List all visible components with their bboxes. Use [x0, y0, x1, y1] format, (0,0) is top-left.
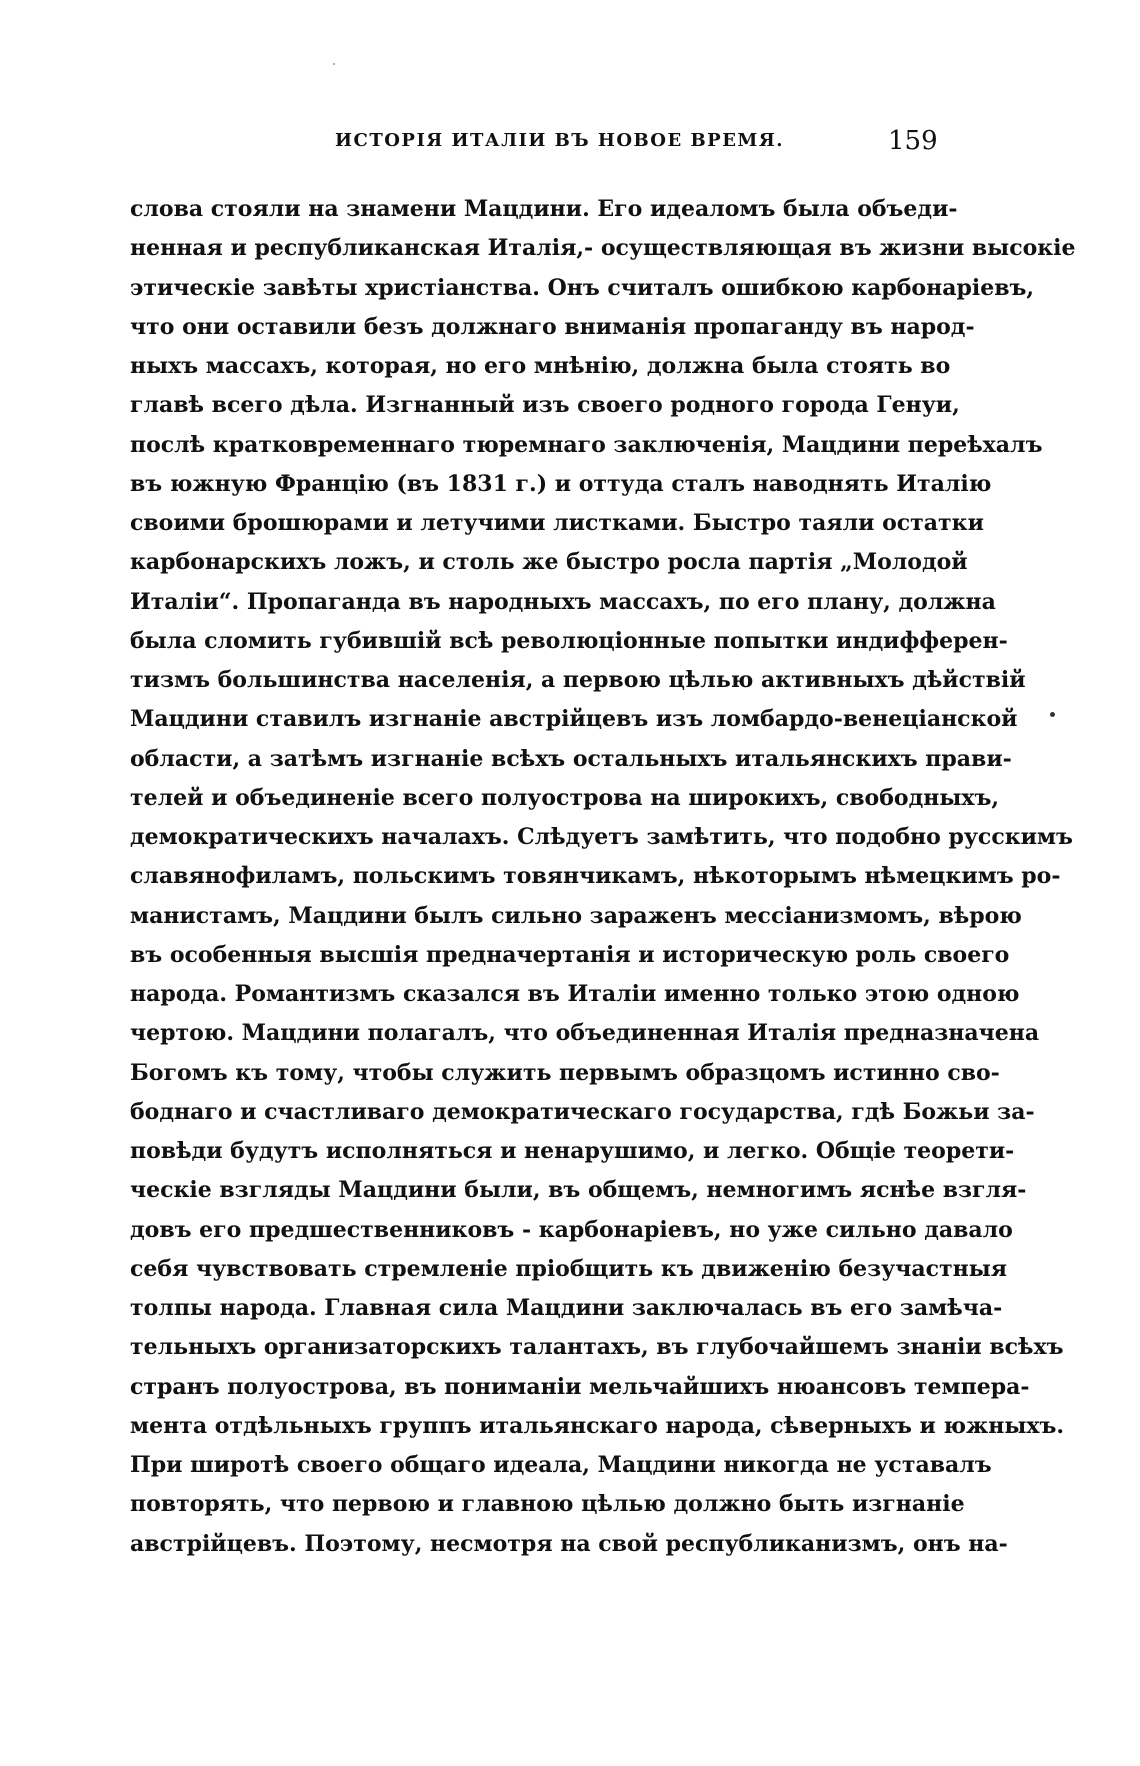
- text-line: ненная и республиканская Италія,- осуществляющая въ жизни высокіе: [130, 235, 1076, 262]
- text-line: въ особенныя высшія предначертанія и историческую роль своего: [130, 941, 1010, 968]
- text-line: Италіи“. Пропаганда въ народныхъ массахъ, по его плану, должна: [130, 588, 996, 615]
- page-number: 159: [888, 126, 938, 156]
- text-line: Богомъ къ тому, чтобы служить первымъ образцомъ истинно сво-: [130, 1059, 1000, 1086]
- text-line: толпы народа. Главная сила Мацдини заключалась въ его замѣча-: [130, 1295, 1003, 1321]
- text-line: себя чувствовать стремленіе пріобщить къ движенію безучастныя: [130, 1255, 1008, 1282]
- text-line: тельныхъ организаторскихъ талантахъ, въ глубочайшемъ знаніи всѣхъ: [130, 1334, 1064, 1361]
- text-line: тизмъ большинства населенія, а первою цѣлью активныхъ дѣйствій: [130, 667, 1026, 693]
- text-line: слова стояли на знамени Мацдини. Его идеаломъ была объеди-: [130, 196, 958, 222]
- text-line: славянофиламъ, польскимъ товянчикамъ, нѣкоторымъ нѣмецкимъ ро-: [130, 863, 1061, 890]
- text-line: странъ полуострова, въ пониманіи мельчайшихъ нюансовъ темпера-: [130, 1373, 1030, 1400]
- text-line: повторять, что первою и главною цѣлью должно быть изгнаніе: [130, 1491, 965, 1518]
- text-line: австрійцевъ. Поэтому, несмотря на свой республиканизмъ, онъ на-: [130, 1530, 1008, 1557]
- running-header-title: ИСТОРІЯ ИТАЛІИ ВЪ НОВОЕ ВРЕМЯ.: [335, 130, 784, 151]
- text-line: повѣди будутъ исполняться и ненарушимо, и легко. Общіе теорети-: [130, 1138, 1015, 1164]
- body-text: [130, 190, 1076, 1564]
- text-line: манистамъ, Мацдини былъ сильно зараженъ мессіанизмомъ, вѣрою: [130, 902, 1022, 929]
- text-line: была сломить губившій всѣ революціонные попытки индифферен-: [130, 627, 1008, 654]
- text-line: демократическихъ началахъ. Слѣдуетъ замѣтить, что подобно русскимъ: [130, 824, 1073, 850]
- print-speck: [333, 63, 335, 65]
- text-line: народа. Романтизмъ сказался въ Италіи именно только этою одною: [130, 981, 1020, 1007]
- text-line: При широтѣ своего общаго идеала, Мацдини никогда не уставалъ: [130, 1452, 992, 1478]
- text-line: карбонарскихъ ложъ, и столь же быстро росла партія „Молодой: [130, 549, 968, 576]
- text-line: боднаго и счастливаго демократическаго государства, гдѣ Божьи за-: [130, 1098, 1035, 1125]
- text-line: телей и объединеніе всего полуострова на широкихъ, свободныхъ,: [130, 784, 1000, 811]
- text-line: чертою. Мацдини полагалъ, что объединенная Италія предназначена: [130, 1020, 1040, 1047]
- text-line: послѣ кратковременнаго тюремнаго заключенія, Мацдини переѣхалъ: [130, 431, 1043, 458]
- text-line: области, а затѣмъ изгнаніе всѣхъ остальныхъ итальянскихъ прави-: [130, 745, 1012, 772]
- text-line: довъ его предшественниковъ - карбонаріевъ, но уже сильно давало: [130, 1216, 1013, 1243]
- text-line: главѣ всего дѣла. Изгнанный изъ своего родного города Генуи,: [130, 392, 960, 419]
- text-line: своими брошюрами и летучими листками. Быстро таяли остатки: [130, 510, 984, 536]
- text-line: этическіе завѣты христіанства. Онъ считалъ ошибкою карбонаріевъ,: [130, 274, 1035, 301]
- text-line: Мацдини ставилъ изгнаніе австрійцевъ изъ ломбардо-венеціанской: [130, 706, 1018, 733]
- text-line: мента отдѣльныхъ группъ итальянскаго народа, сѣверныхъ и южныхъ.: [130, 1412, 1065, 1439]
- text-line: что они оставили безъ должнаго вниманія пропаганду въ народ-: [130, 313, 975, 340]
- text-line: въ южную Францію (въ 1831 г.) и оттуда сталъ наводнять Италію: [130, 470, 992, 497]
- print-speck: [1050, 712, 1055, 717]
- text-line: ческіе взгляды Мацдини были, въ общемъ, немногимъ яснѣе взгля-: [130, 1177, 1027, 1204]
- text-line: ныхъ массахъ, которая, но его мнѣнію, должна была стоять во: [130, 353, 951, 379]
